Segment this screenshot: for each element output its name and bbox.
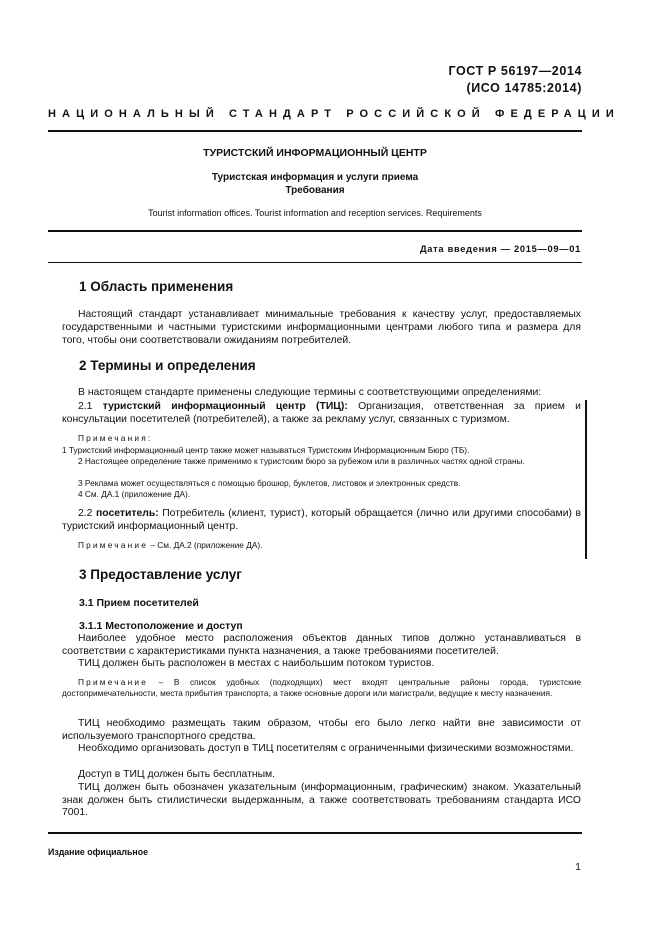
term-definition: Потребитель (клиент, турист), который обращается (лично или другими способами) в туристский информационный центр. (62, 508, 582, 532)
header-rule (48, 130, 582, 132)
section-3-para-2: ТИЦ должен быть расположен в местах с наибольшим потоком туристов. (78, 658, 435, 669)
standard-code: ГОСТ Р 56197—2014 (448, 64, 582, 78)
introduction-date: Дата введения — 2015—09—01 (419, 244, 581, 254)
note-text: – В список удобных (подходящих) мест входят центральные районы города, туристские достопримечательности, места прибытия транспорта, а также основные дороги или магистрали, ведущие к месту назначения. (62, 677, 581, 698)
page-number: 1 (575, 861, 581, 873)
term-number: 2.2 (78, 508, 93, 519)
note-1: 1 Туристский информационный центр также может называться Туристским Информационным Бюро (ТБ). (62, 445, 470, 455)
note-term-2-2 (62, 540, 581, 551)
document-subtitle-2: Требования (285, 185, 345, 196)
notes-label: Примечания: (78, 433, 153, 443)
official-edition-label: Издание официальное (48, 847, 148, 857)
section-1-text: Настоящий стандарт устанавливает минимальные требования к качеству услуг, предоставляемых государственными и частными туристскими информационными центрами любого типа и размера для того, чтобы они соответствовали ожиданиям потребителей. (62, 309, 581, 346)
section-3-para-4: Необходимо организовать доступ в ТИЦ посетителям с ограниченными физическими возможностями. (78, 743, 574, 754)
footer-rule (48, 832, 582, 834)
title-rule (48, 230, 582, 232)
document-title: ТУРИСТСКИЙ ИНФОРМАЦИОННЫЙ ЦЕНТР (203, 147, 427, 159)
term-number: 2.1 (78, 401, 93, 412)
date-rule (48, 262, 582, 263)
term-name: туристский информационный центр (ТИЦ): (102, 401, 348, 412)
note-4: 4 См. ДА.1 (приложение ДА). (78, 489, 191, 499)
section-3-note (62, 677, 581, 699)
section-1-heading: 1 Область применения (79, 279, 234, 294)
english-title: Tourist information offices. Tourist information and reception services. Requirements (148, 208, 482, 218)
term-definition: Организация, ответственная за прием и консультации посетителей (потребителей), а также за рекламу услуг, связанных с туризмом. (62, 401, 581, 425)
note-text: – См. ДА.2 (приложение ДА). (150, 540, 263, 550)
section-3-1-1-heading: 3.1.1 Местоположение и доступ (79, 620, 243, 632)
national-standard-banner: НАЦИОНАЛЬНЫЙ СТАНДАРТ РОССИЙСКОЙ ФЕДЕРАЦИИ (48, 108, 620, 120)
section-3-para-3: ТИЦ необходимо размещать таким образом, чтобы его было легко найти вне зависимости от используемого транспортного средства. (62, 718, 581, 742)
note-2: 2 Настоящее определение также применимо к туристским бюро за рубежом или в различных частях одной страны. (78, 456, 525, 466)
section-3-para-1: Наиболее удобное место расположения объектов данных типов должно устанавливаться в соответствии с характеристиками пункта назначения, а также требованиями посетителей. (62, 633, 581, 657)
term-2-1 (62, 400, 581, 426)
section-3-para-5: Доступ в ТИЦ должен быть бесплатным. (78, 769, 276, 780)
section-3-1-heading: 3.1 Прием посетителей (79, 597, 199, 609)
note-3: 3 Реклама может осуществляться с помощью брошюр, буклетов, листовок и электронных средств. (78, 478, 461, 488)
term-2-2 (62, 507, 581, 533)
change-bar (585, 400, 587, 559)
section-3-heading: 3 Предоставление услуг (79, 567, 242, 582)
iso-code: (ИСО 14785:2014) (466, 81, 582, 95)
note-label: Примечание (78, 540, 149, 550)
section-2-heading: 2 Термины и определения (79, 358, 256, 373)
document-subtitle: Туристская информация и услуги приема (211, 172, 419, 183)
section-2-intro: В настоящем стандарте применены следующие термины с соответствующими определениями: (78, 387, 542, 398)
term-name: посетитель: (95, 508, 159, 519)
note-label: Примечание (78, 677, 149, 687)
section-3-para-6: ТИЦ должен быть обозначен указательным (информационным, графическим) знаком. Указательный знак должен быть стилистически выдержанным, а также соответствовать требованиям стандарта ИСО 7001. (62, 782, 581, 818)
